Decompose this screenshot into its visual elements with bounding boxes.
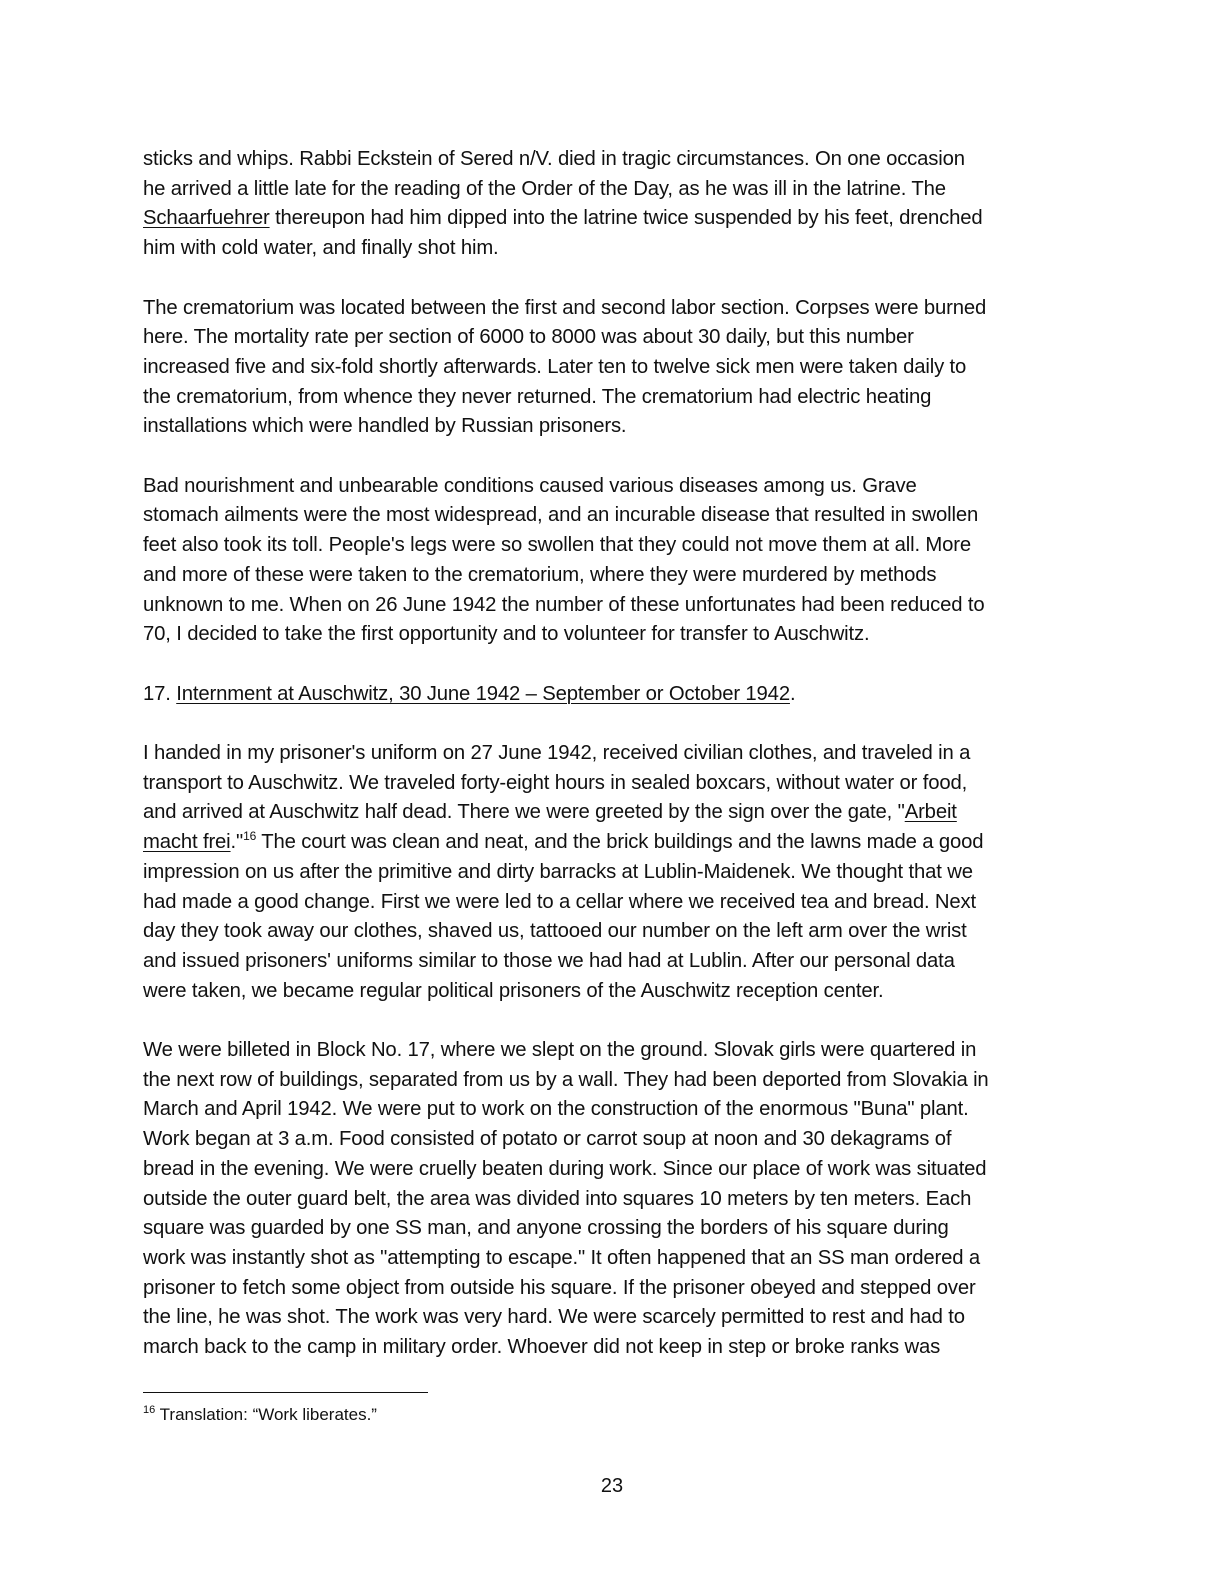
text-run: the line, he was shot. The work was very hard. We were scarcely permitted to rest and had to [143,1306,965,1329]
text-line [143,1187,971,1211]
page-number: 23 [600,1475,624,1497]
text-line [143,979,883,1003]
text-line [143,1305,965,1329]
text-line [143,236,499,260]
text-line [143,1246,980,1270]
text-line [143,1068,989,1092]
text-line [143,474,917,498]
section-heading [143,682,795,706]
text-line [143,385,931,409]
text-run: increased five and six-fold shortly afterwards. Later ten to twelve sick men were taken daily to [143,355,967,378]
text-line [143,325,914,349]
underlined-text: Arbeit [904,801,957,824]
text-run: and issued prisoners' uniforms similar to those we had had at Lublin. After our personal data [143,949,955,972]
text-line [143,296,986,320]
text-run: 70, I decided to take the first opportunity and to volunteer for transfer to Auschwitz. [143,623,870,646]
text-run: prisoner to fetch some object from outside his square. If the prisoner obeyed and stepped over [143,1276,976,1299]
text-run: here. The mortality rate per section of 6000 to 8000 was about 30 daily, but this number [143,326,914,349]
text-run: impression on us after the primitive and dirty barracks at Lublin-Maidenek. We thought that we [143,860,973,883]
text-run: . [789,682,796,705]
text-line [143,593,984,617]
text-run: installations which were handled by Russian prisoners. [143,415,627,438]
text-line [143,503,978,527]
footnote-marker: 16 [143,1404,156,1416]
text-line [143,830,983,856]
text-run: he arrived a little late for the reading of the Order of the Day, as he was ill in the latrine. The [143,177,946,200]
footnote-text: Translation: “Work liberates.” [155,1405,377,1424]
text-run: I handed in my prisoner's uniform on 27 June 1942, received civilian clothes, and traveled in a [143,742,971,764]
text-run: outside the outer guard belt, the area was divided into squares 10 meters by ten meters. Each [143,1187,972,1210]
text-line [143,919,967,943]
text-line [143,206,983,230]
text-line [143,800,957,824]
text-run: bread in the evening. We were cruelly beaten during work. Since our place of work was situated [143,1157,987,1180]
text-line [143,741,970,765]
text-line [143,1097,969,1121]
text-run: day they took away our clothes, shaved us, tattooed our number on the left arm over the wrist [143,920,967,943]
text-line [143,177,946,201]
text-run: We were billeted in Block No. 17, where we slept on the ground. Slovak girls were quartered in [143,1039,977,1061]
text-run: feet also took its toll. People's legs were so swollen that they could not move them at all. More [143,534,972,557]
text-run: ." [230,831,244,854]
text-run: unknown to me. When on 26 June 1942 the number of these unfortunates had been reduced to [143,593,985,616]
underlined-text: Schaarfuehrer [143,207,270,230]
text-line [143,147,965,171]
text-line [143,890,976,914]
text-run: work was instantly shot as "attempting to escape." It often happened that an SS man ordered a [143,1246,980,1269]
text-run: square was guarded by one SS man, and anyone crossing the borders of his square during [143,1217,949,1240]
text-run: the crematorium, from whence they never returned. The crematorium had electric heating [143,385,932,408]
text-line [143,1157,986,1181]
text-run: were taken, we became regular political prisoners of the Auschwitz reception center. [143,979,884,1002]
text-line [143,1335,940,1359]
text-run: Work began at 3 a.m. Food consisted of potato or carrot soup at noon and 30 dekagrams of [143,1128,952,1151]
text-run: March and April 1942. We were put to work on the construction of the enormous "Buna" plant. [143,1098,969,1121]
text-run: had made a good change. First we were led to a cellar where we received tea and bread. Next [143,890,977,913]
text-run: 17. [143,682,177,705]
text-run: stomach ailments were the most widespread, and an incurable disease that resulted in swollen [143,504,979,527]
text-line [143,1127,951,1151]
text-line [143,563,936,587]
text-run: Bad nourishment and unbearable conditions caused various diseases among us. Grave [143,474,917,497]
underlined-text: macht frei [143,831,231,854]
text-line [143,622,870,646]
text-run: The crematorium was located between the first and second labor section. Corpses were burned [143,296,987,319]
text-run: march back to the camp in military order. Whoever did not keep in step or broke ranks was [143,1336,941,1358]
text-run: transport to Auschwitz. We traveled forty-eight hours in sealed boxcars, without water or food, [143,771,968,794]
text-line [143,771,967,795]
text-run: and more of these were taken to the crematorium, where they were murdered by methods [143,563,937,586]
text-run: sticks and whips. Rabbi Eckstein of Sered n/V. died in tragic circumstances. On one occasion [143,148,965,170]
text-line [143,1038,976,1062]
text-line [143,355,966,379]
footnote [143,1404,377,1428]
text-line [143,1216,949,1240]
text-line [143,1276,976,1300]
footnote-reference[interactable]: 16 [243,829,257,844]
text-run: The court was clean and neat, and the brick buildings and the lawns made a good [256,831,984,854]
text-run: thereupon had him dipped into the latrine twice suspended by his feet, drenched [269,207,983,230]
text-run: the next row of buildings, separated from us by a wall. They had been deported from Slovakia in [143,1068,989,1091]
text-run: and arrived at Auschwitz half dead. There we were greeted by the sign over the gate, " [143,801,905,824]
underlined-text: Internment at Auschwitz, 30 June 1942 – September or October 1942 [176,682,790,705]
footnote-separator [143,1392,428,1393]
text-run: him with cold water, and finally shot him. [143,237,499,260]
text-line [143,860,973,884]
text-line [143,533,971,557]
text-line [143,414,626,438]
text-line [143,949,955,973]
